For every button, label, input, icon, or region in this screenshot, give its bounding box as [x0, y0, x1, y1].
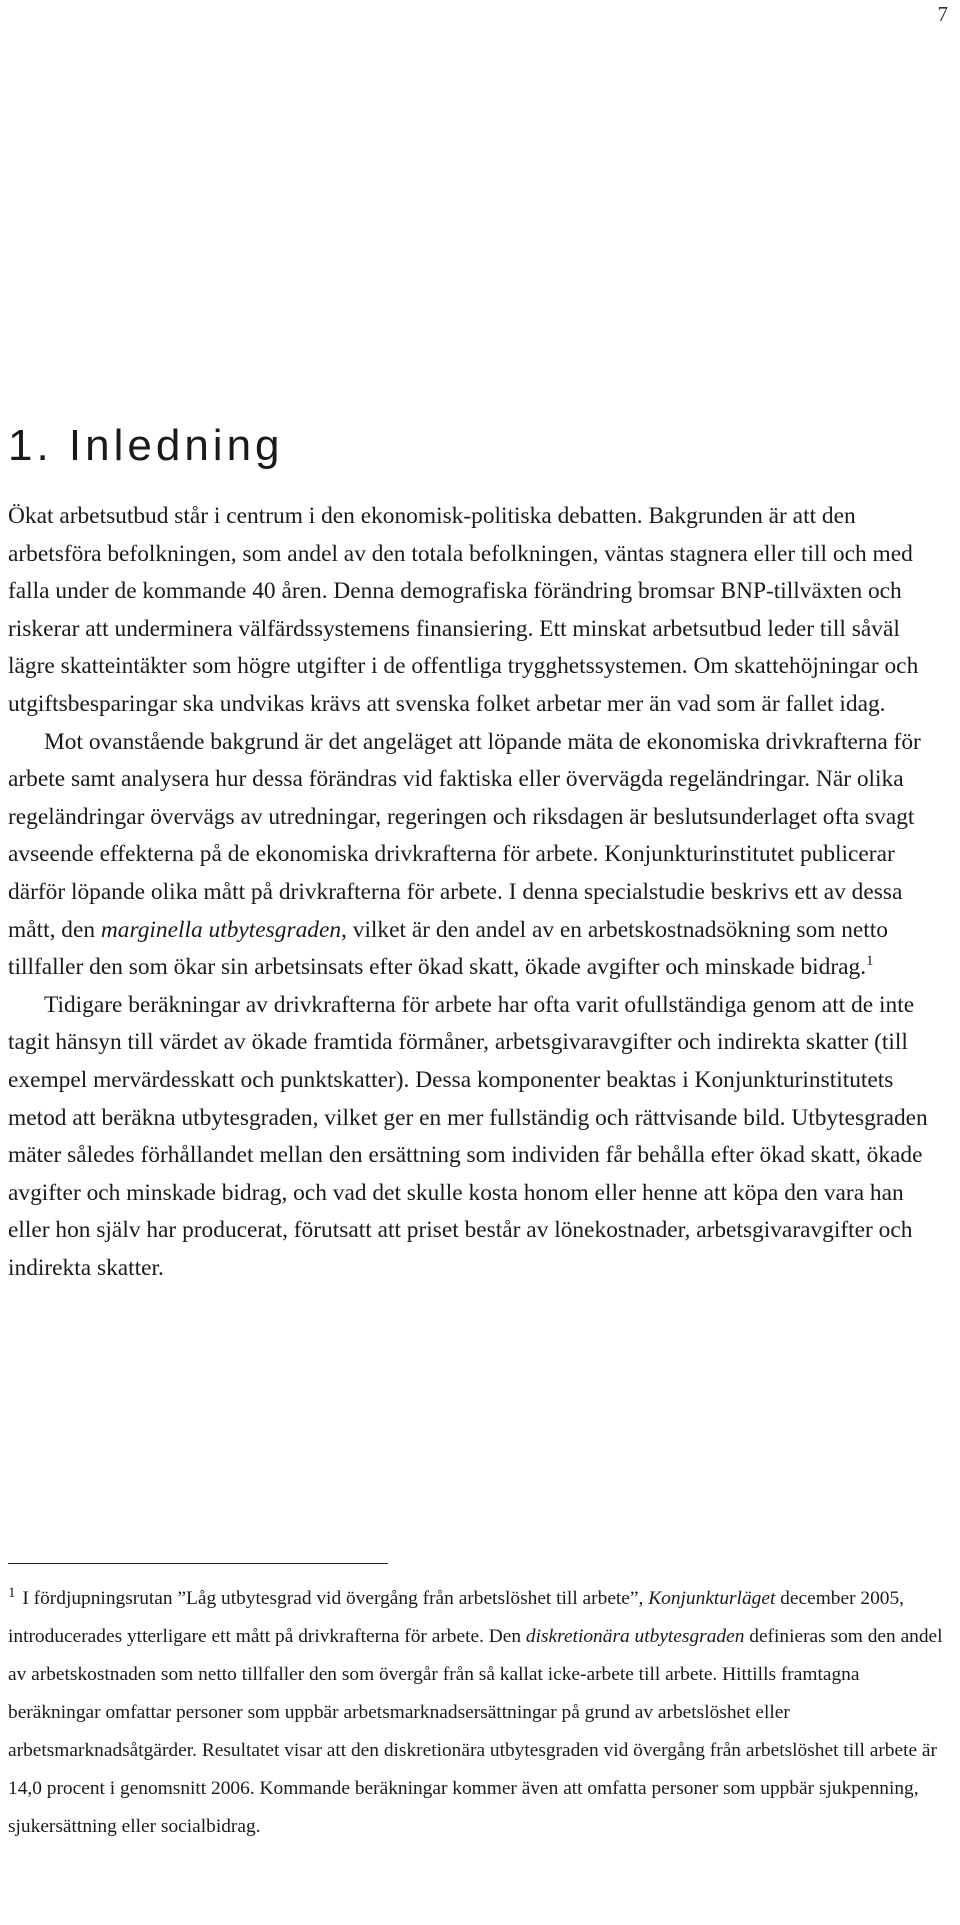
- footnote-divider: [8, 1563, 388, 1564]
- footnote-reference[interactable]: 1: [866, 953, 874, 970]
- footnote-text-b: december 2005, introducerades ytterligare ett mått på drivkrafterna för arbete. Den: [8, 1588, 905, 1647]
- footnote-text-a: I fördjupningsrutan ”Låg utbytesgrad vid övergång från arbetslöshet till arbete”,: [17, 1588, 649, 1609]
- page-number: 7: [937, 2, 948, 26]
- footnote-term-diskretionara: diskretionära utbytesgraden: [525, 1626, 745, 1647]
- footnote-term-konjunkturlaget: Konjunkturläget: [648, 1588, 776, 1609]
- chapter-heading: 1. Inledning: [8, 421, 284, 470]
- footnote-text: [8, 1580, 953, 1846]
- footnote-number: 1: [8, 1584, 16, 1601]
- paragraph-1: Ökat arbetsutbud står i centrum i den ekonomisk-politiska debatten. Bakgrunden är att den arbetsföra befolkningen, som andel av den totala befolkningen, väntas stagnera eller till och med falla under de kommande 40 åren. Denna demografiska förändring bromsar BNP-tillväxten och riskerar att underminera välfärdssystemens finansiering. Ett minskat arbetsutbud leder till såväl lägre skatteintäkter som högre utgifter i de offentliga trygghetssystemen. Om skattehöjningar och utgiftsbesparingar ska undvikas krävs att svenska folket arbetar mer än vad som är fallet idag.: [8, 503, 919, 717]
- paragraph-2: [8, 724, 948, 987]
- paragraph-3: Tidigare beräkningar av drivkrafterna för arbete har ofta varit ofullständiga genom att de inte tagit hänsyn till värdet av ökade framtida förmåner, arbetsgivaravgifter och indirekta skatter (till exempel mervärdesskatt och punktskatter). Dessa komponenter beaktas i Konjunkturinstitutets metod att beräkna utbytesgraden, vilket ger en mer fullständig och rättvisande bild. Utbytesgraden mäter således förhållandet mellan den ersättning som individen får behålla efter ökad skatt, ökade avgifter och minskade bidrag, och vad det skulle kosta honom eller henne att köpa den vara han eller hon själv har producerat, förutsatt att priset består av lönekostnader, arbetsgivaravgifter och indirekta skatter.: [8, 991, 928, 1281]
- term-marginella-utbytesgraden: marginella utbytesgraden: [100, 916, 342, 943]
- body-text: [8, 498, 948, 1287]
- footnote: [8, 1580, 953, 1846]
- paragraph-2-text-a: Mot ovanstående bakgrund är det angeläget att löpande mäta de ekonomiska drivkrafterna för arbete samt analysera hur dessa förändras vid faktiska eller övervägda regeländringar. När olika regeländringar övervägs av utredningar, regeringen och riksdagen är beslutsunderlaget ofta svagt avseende effekterna på de ekonomiska drivkrafterna för arbete. Konjunkturinstitutet publicerar därför löpande olika mått på drivkrafterna för arbete. I denna specialstudie beskrivs ett av dessa mått, den: [8, 728, 921, 943]
- footnote-text-c: definieras som den andel av arbetskostnaden som netto tillfaller den som övergår från så kallat icke-arbete till arbete. Hittills framtagna beräkningar omfattar personer som uppbär arbetsmarknadsersättningar på grund av arbetslöshet eller arbetsmarknadsåtgärder. Resultatet visar att den diskretionära utbytesgraden vid övergång från arbetslöshet till arbete är 14,0 procent i genomsnitt 2006. Kommande beräkningar kommer även att omfatta personer som uppbär sjukpenning, sjukersättning eller socialbidrag.: [8, 1626, 943, 1837]
- paragraph-2-text-b: , vilket är den andel av en arbetskostnadsökning som netto tillfaller den som ökar sin arbetsinsats efter ökad skatt, ökade avgifter och minskade bidrag.: [8, 916, 888, 981]
